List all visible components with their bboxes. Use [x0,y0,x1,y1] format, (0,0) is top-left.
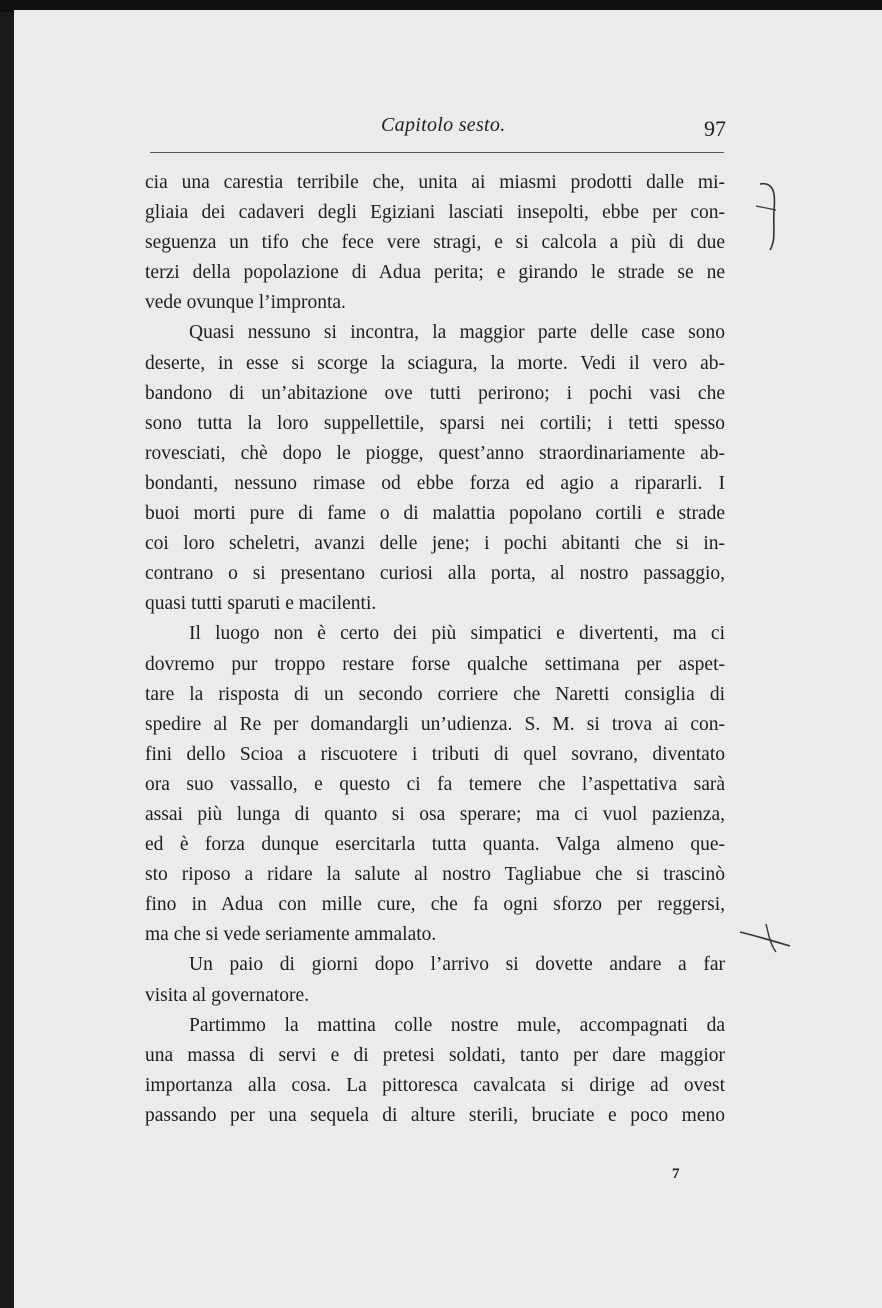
text-line: una massa di servi e di pretesi soldati, tanto per dare maggior [145,1044,725,1066]
text-line: coi loro scheletri, avanzi delle jene; i pochi abitanti che si in- [145,533,725,555]
text-line: gliaia dei cadaveri degli Egiziani lasciati insepolti, ebbe per con- [145,202,725,224]
text-line: spedire al Re per domandargli un’udienza. S. M. si trova ai con- [145,713,725,735]
text-line: passando per una sequela di alture sterili, bruciate e poco meno [145,1104,725,1126]
text-line: importanza alla cosa. La pittoresca cavalcata si dirige ad ovest [145,1074,725,1096]
text-line: seguenza un tifo che fece vere stragi, e si calcola a più di due [145,232,725,254]
text-line: contrano o si presentano curiosi alla porta, al nostro passaggio, [145,563,725,585]
margin-bracket-mark [752,170,792,260]
page-number: 97 [704,116,726,141]
text-line: tare la risposta di un secondo corriere che Naretti consiglia di [145,683,725,705]
text-line: deserte, in esse si scorge la sciagura, la morte. Vedi il vero ab- [145,352,725,374]
text-line: ed è forza dunque esercitarla tutta quanta. Valga almeno que- [145,834,725,856]
text-line: fini dello Scioa a riscuotere i tributi di quel sovrano, diventato [145,743,725,765]
text-line: bandono di un’abitazione ove tutti perirono; i pochi vasi che [145,382,725,404]
text-line: quasi tutti sparuti e macilenti. [145,593,377,615]
text-line: dovremo pur troppo restare forse qualche settimana per aspet- [145,653,725,675]
text-line: Il luogo non è certo dei più simpatici e divertenti, ma ci [189,623,725,645]
text-line: terzi della popolazione di Adua perita; e girando le strade se ne [145,262,725,284]
text-line: cia una carestia terribile che, unita ai miasmi prodotti dalle mi- [145,172,725,193]
text-line: fino in Adua con mille cure, che fa ogni sforzo per reggersi, [145,894,725,916]
text-line: rovesciati, chè dopo le piogge, quest’anno straordinariamente ab- [145,442,725,464]
header-rule [150,152,724,153]
text-line: Un paio di giorni dopo l’arrivo si dovette andare a far [189,954,725,976]
text-line: Partimmo la mattina colle nostre mule, accompagnati da [189,1014,725,1036]
text-line: assai più lunga di quanto si osa sperare; ma ci vuol pazienza, [145,803,725,825]
text-line: visita al governatore. [145,984,310,1006]
signature-mark: 7 [672,1166,680,1182]
text-line: sono tutta la loro suppellettile, sparsi nei cortili; i tetti spesso [145,412,725,434]
text-line: Quasi nessuno si incontra, la maggior parte delle case sono [189,322,725,344]
running-header-title: Capitolo sesto. [381,114,506,136]
body-text [145,168,725,1131]
margin-cross-mark [736,918,796,958]
text-line: buoi morti pure di fame o di malattia popolano cortili e strade [145,503,725,525]
text-line: bondanti, nessuno rimase od ebbe forza ed agio a ripararli. I [145,472,725,494]
text-line: sto riposo a ridare la salute al nostro Tagliabue che si trascinò [145,864,725,886]
text-line: vede ovunque l’impronta. [145,292,346,314]
text-line: ora suo vassallo, e questo ci fa temere che l’aspettativa sarà [145,773,725,795]
text-line: ma che si vede seriamente ammalato. [145,924,437,946]
